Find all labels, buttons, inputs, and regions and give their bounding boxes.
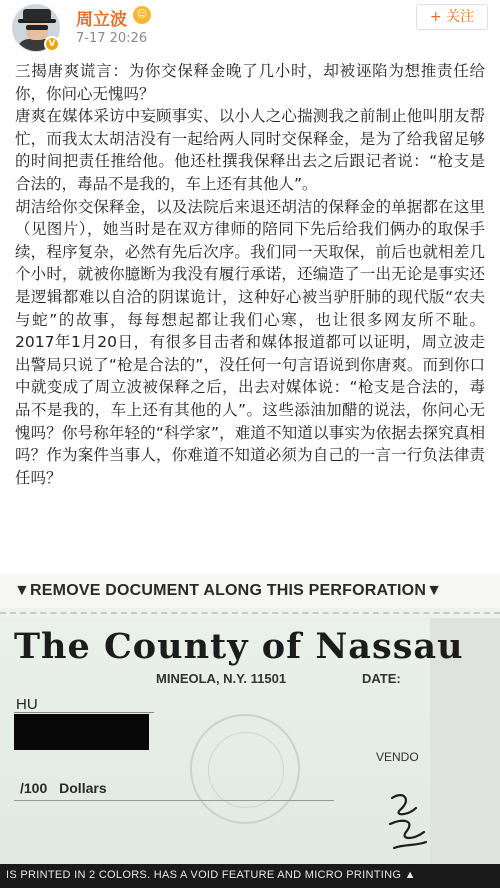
amount-text: /100 Dollars: [20, 780, 107, 796]
county-address: MINEOLA, N.Y. 11501: [156, 671, 287, 686]
signature-icon: [386, 790, 430, 860]
payee-line: [14, 712, 154, 713]
security-text: IS PRINTED IN 2 COLORS. HAS A VOID FEATURE AND MICRO PRINTING ▲: [6, 869, 416, 881]
post-header: [0, 0, 500, 56]
redaction-block: [14, 714, 149, 750]
post-body: [15, 60, 485, 489]
post-paragraph: 唐爽在媒体采访中妄顾事实、以小人之心揣测我之前制止他叫朋友帮忙，而我太太胡洁没有一起给两人同时交保释金，是为了给我留足够的时间把责任推给他。他还杜撰我保释出去之后跟记者说：“枪支是合法的，毒品不是我的，车上还有其他人”。: [15, 107, 485, 193]
amount-line: [14, 800, 334, 801]
payee-prefix: HU: [16, 696, 38, 713]
county-seal-watermark: [190, 714, 300, 824]
username[interactable]: 周立波: [76, 10, 127, 30]
post-paragraph: 三揭唐爽谎言：为你交保释金晚了几小时，却被诬陷为想推责任给你，你问心无愧吗？: [15, 62, 485, 103]
member-crown-icon: ☺: [133, 6, 151, 24]
verified-badge-icon: V: [44, 36, 60, 52]
perforation-line: [0, 612, 500, 614]
vendor-label: VENDO: [376, 750, 419, 764]
date-label: DATE:: [362, 671, 401, 686]
perforation-text: ▼REMOVE DOCUMENT ALONG THIS PERFORATION▼: [14, 582, 443, 599]
post-timestamp: 7-17 20:26: [76, 31, 148, 46]
post-paragraph: 胡洁给你交保释金，以及法院后来退还胡洁的保释金的单据都在这里（见图片），她当时是在双方律师的陪同下先后给我们俩办的取保手续，程序复杂，必然有先后次序。我们同一天取保，前后也就相差几个小时，就被你臆断为我没有履行承诺，还编造了一出无论是事实还是逻辑都难以自洽的阴谋诡计，这种好心被当驴肝肺的现代版“农夫与蛇”的故事，每每想起都让我们心寒，也让很多网友所不耻。 2017年1月20日，有很多目击者和媒体报道都可以证明，周立波走出警局只说了“枪是合法的”，没任何一句言语说到你唐爽。而到你口中就变成了周立波被保释之后，出去对媒体说：“枪支是合法的，毒品不是我的，车上还有其他的人”。这些添油加醋的说法，你问心无愧吗？你号称年轻的“科学家”，难道不知道以事实为依据去探究真相吗？作为案件当事人，你难道不知道必须为自己的一言一行负法律责任吗？: [15, 197, 485, 487]
follow-button[interactable]: + 关注: [416, 4, 488, 30]
post-image-check[interactable]: [0, 574, 500, 888]
county-title: The County of Nassau: [14, 626, 464, 667]
